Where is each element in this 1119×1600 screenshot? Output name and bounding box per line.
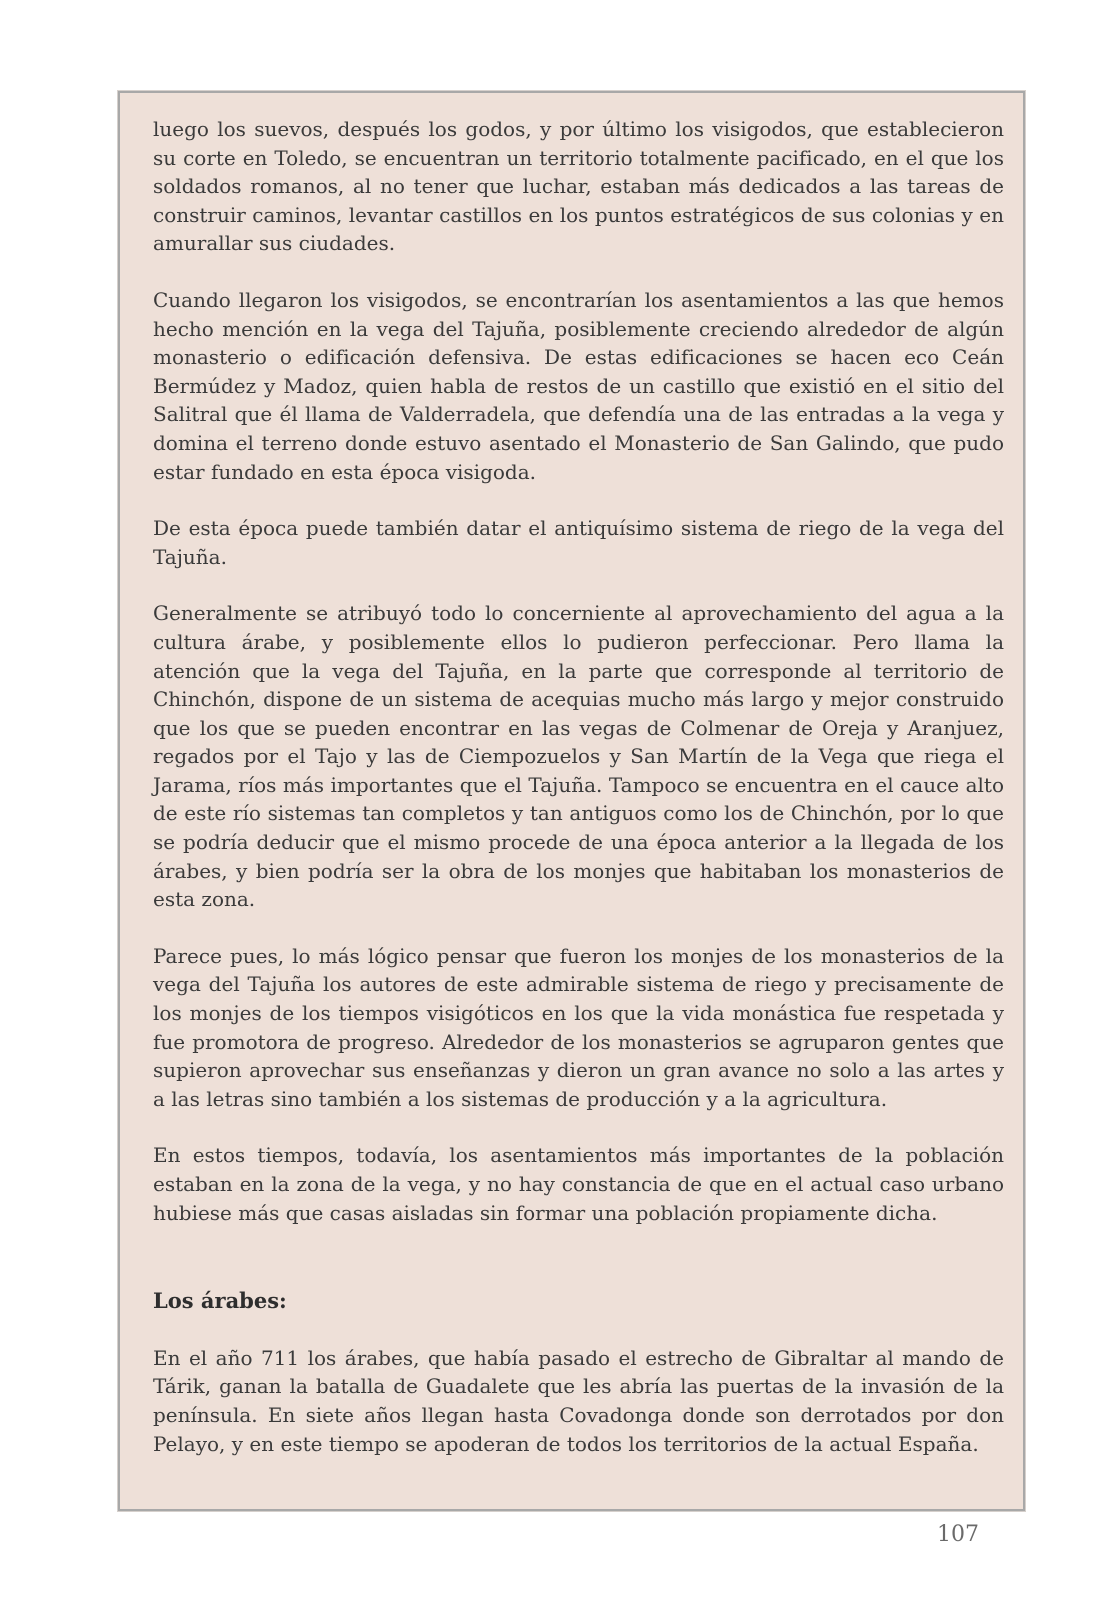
paragraph: Generalmente se atribuyó todo lo concerniente al aprovechamiento del agua a la cultura árabe, y posiblemente ellos lo pudieron perfeccionar. Pero llama la atención que la vega del Tajuña, en la parte que corresponde al territorio de Chinchón, dispone de un sistema de acequias mucho más largo y mejor construido que los que se pueden encontrar en las vegas de Colmenar de Oreja y Aranjuez, regados por el Tajo y las de Ciempozuelos y San Martín de la Vega que riega el Jarama, ríos más importantes que el Tajuña. Tampoco se encuentra en el cauce alto de este río sistemas tan completos y tan antiguos como los de Chinchón, por lo que se podría deducir que el mismo procede de una época anterior a la llegada de los árabes, y bien podría ser la obra de los monjes que habitaban los monasterios de esta zona. — [153, 601, 1004, 912]
paragraph: De esta época puede también datar el antiquísimo sistema de riego de la vega del Tajuña. — [153, 516, 1004, 569]
paragraph: luego los suevos, después los godos, y por último los visigodos, que establecieron su corte en Toledo, se encuentran un territorio totalmente pacificado, en el que los soldados romanos, al no tener que luchar, estaban más dedicados a las tareas de construir caminos, levantar castillos en los puntos estratégicos de sus colonias y en amurallar sus ciudades. — [153, 117, 1004, 256]
paragraph: En estos tiempos, todavía, los asentamientos más importantes de la población estaban en la zona de la vega, y no hay constancia de que en el actual caso urbano hubiese más que casas aisladas sin formar una población propiamente dicha. — [153, 1143, 1004, 1225]
paragraph: Parece pues, lo más lógico pensar que fueron los monjes de los monasterios de la vega del Tajuña los autores de este admirable sistema de riego y precisamente de los monjes de los tiempos visigóticos en los que la vida monástica fue respetada y fue promotora de progreso. Alrededor de los monasterios se agruparon gentes que supieron aprovechar sus enseñanzas y dieron un gran avance no solo a las artes y a las letras sino también a los sistemas de producción y a la agricultura. — [153, 943, 1004, 1111]
paragraph: Cuando llegaron los visigodos, se encontrarían los asentamientos a las que hemos hecho mención en la vega del Tajuña, posiblemente creciendo alrededor de algún monasterio o edificación defensiva. De estas edificaciones se hacen eco Ceán Bermúdez y Madoz, quien habla de restos de un castillo que existió en el sitio del Salitral que él llama de Valderradela, que defendía una de las entradas a la vega y domina el terreno donde estuvo asentado el Monasterio de San Galindo, que pudo estar fundado en esta época visigoda. — [153, 287, 1004, 484]
text-box — [118, 91, 1025, 1511]
paragraph: En el año 711 los árabes, que había pasado el estrecho de Gibraltar al mando de Tárik, ganan la batalla de Guadalete que les abría las puertas de la invasión de la península. En siete años llegan hasta Covadonga donde son derrotados por don Pelayo, y en este tiempo se apoderan de todos los territorios de la actual España. — [153, 1345, 1004, 1456]
page-number: 107 — [937, 1522, 979, 1547]
section-heading: Los árabes: — [153, 1288, 287, 1314]
text-content — [153, 115, 1004, 1486]
